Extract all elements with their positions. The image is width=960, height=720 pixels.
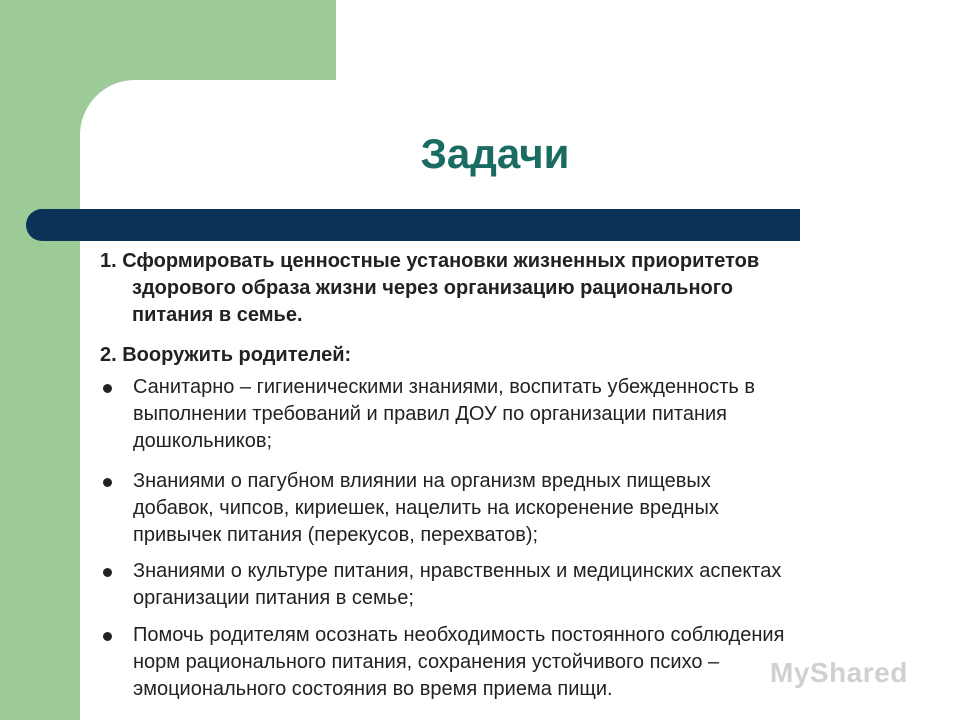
bullet-icon xyxy=(103,384,112,393)
bullet-2-line-2: добавок, чипсов, кириешек, нацелить на искоренение вредных xyxy=(133,497,719,519)
bullet-4-line-3: эмоционального состояния во время приема пищи. xyxy=(133,678,613,700)
bullet-item-1 xyxy=(133,374,933,455)
bullet-4-line-2: норм рационального питания, сохранения устойчивого психо – xyxy=(133,651,720,673)
bullet-icon xyxy=(103,478,112,487)
bullet-2-line-3: привычек питания (перекусов, перехватов); xyxy=(133,524,539,546)
bullet-icon xyxy=(103,632,112,641)
bullet-1-line-1: Санитарно – гигиеническими знаниями, воспитать убежденность в xyxy=(133,376,756,398)
bullet-item-3 xyxy=(133,558,933,612)
slide-title: Задачи xyxy=(420,130,570,177)
task-2: 2. Вооружить родителей: xyxy=(100,344,352,366)
bullet-item-2 xyxy=(133,468,933,549)
task-1-line-3: питания в семье. xyxy=(132,304,303,326)
bullet-3-line-1: Знаниями о культуре питания, нравственных и медицинских аспектах xyxy=(133,560,782,582)
task-1 xyxy=(100,248,880,329)
watermark-logo: MyShared xyxy=(770,657,908,688)
bullet-3-line-2: организации питания в семье; xyxy=(133,587,414,609)
bullet-4-line-1: Помочь родителям осознать необходимость постоянного соблюдения xyxy=(133,624,785,646)
bullet-1-line-2: выполнении требований и правил ДОУ по организации питания xyxy=(133,403,727,425)
bullet-2-line-1: Знаниями о пагубном влиянии на организм вредных пищевых xyxy=(133,470,711,492)
bullet-icon xyxy=(103,568,112,577)
bullet-1-line-3: дошкольников; xyxy=(133,430,273,452)
task-1-line-1: 1. Сформировать ценностные установки жизненных приоритетов xyxy=(100,250,760,272)
task-1-line-2: здорового образа жизни через организацию рационального xyxy=(132,277,734,299)
